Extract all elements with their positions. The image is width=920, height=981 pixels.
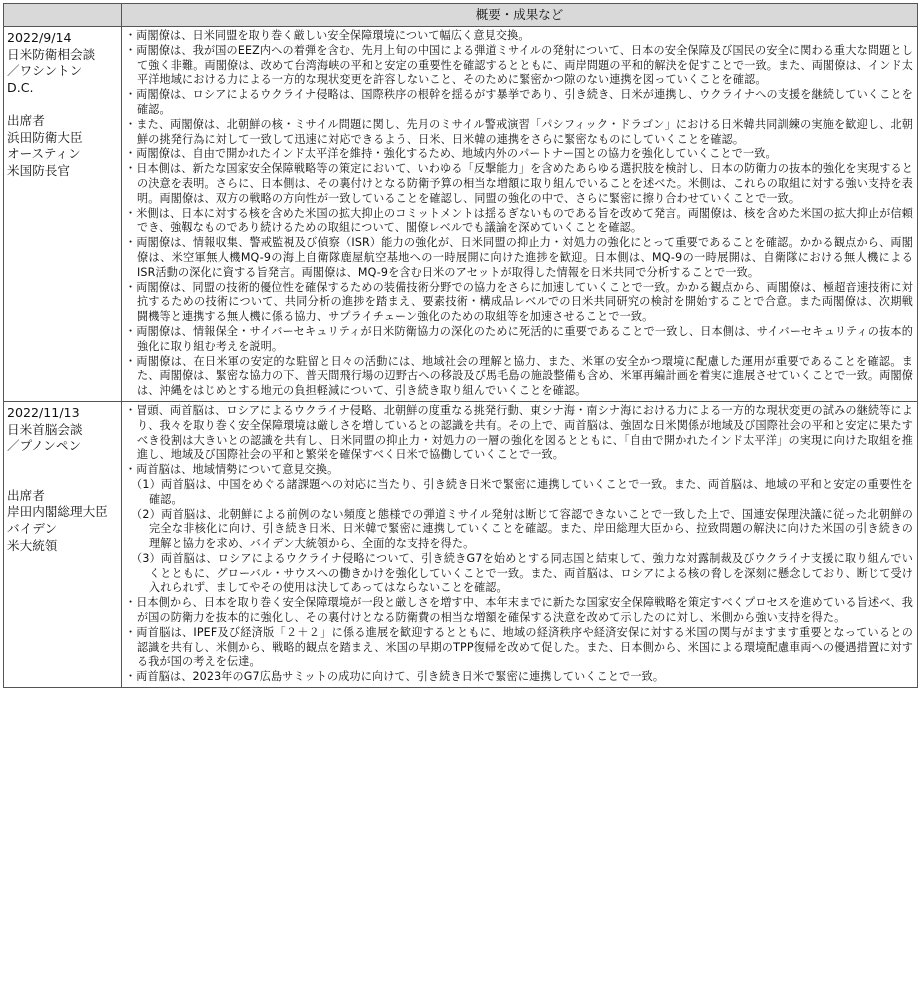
summary-item: ・米側は、日本に対する核を含めた米国の拡大抑止のコミットメントは揺るぎないものである旨を改めて発言。両閣僚は、核を含めた米国の拡大抑止が信頼でき、強靱なものであり続けるための取組について、閣僚レベルでも議論を深めていくことを確認。	[125, 206, 913, 235]
summary-cell	[122, 27, 918, 402]
summary-item: ・両閣僚は、同盟の技術的優位性を確保するための装備技術分野での協力をさらに加速していくことで一致。かかる観点から、両閣僚は、極超音速技術に対抗するための技術について、共同分析の進捗を踏まえ、要素技術・構成品レベルでの日米共同研究の検討を開始することで合意。また両閣僚は、次期戦闘機等と連携する無人機に係る協力、サプライチェーン強化のための取組等を加速させることで一致。	[125, 280, 913, 324]
header-empty-cell	[4, 4, 122, 27]
meeting-info-cell	[4, 27, 122, 402]
summary-subitem: （1）両首脳は、中国をめぐる諸課題への対応に当たり、引き続き日米で緊密に連携していくことで一致。また、両首脳は、地域の平和と安定の重要性を確認。	[131, 477, 913, 506]
summary-item: ・両首脳は、地域情勢について意見交換。	[125, 463, 339, 477]
meeting-place-line2: D.C.	[7, 79, 34, 95]
summary-item: ・両閣僚は、在日米軍の安定的な駐留と日々の活動には、地域社会の理解と協力、また、米軍の安全かつ環境に配慮した運用が重要であることを確認。また、両閣僚は、緊密な協力の下、普天間飛行場の辺野古への移設及び馬毛島の施設整備も含め、米軍再編計画を着実に進展させていくことで一致。両閣僚は、沖縄をはじめとする地元の負担軽減について、引き続き取り組んでいくことを確認。	[125, 354, 913, 398]
meeting-place: ／ワシントン	[7, 63, 83, 79]
summary-item: ・両閣僚は、我が国のEEZ内への着弾を含む、先月上旬の中国による弾道ミサイルの発射について、日本の安全保障及び国民の安全に関わる重大な問題として強く非難。両閣僚は、改めて台湾海峡の平和と安定の重要性を確認するとともに、両岸問題の平和的解決を促すことで一致。また、両閣僚は、インド太平洋地域における力による一方的な現状変更を許容しないこと、そのために緊密かつ隙のない連携を図っていくことを確認。	[125, 43, 913, 87]
table-row	[4, 27, 918, 402]
meeting-info-cell	[4, 401, 122, 687]
summary-item: ・冒頭、両首脳は、ロシアによるウクライナ侵略、北朝鮮の度重なる挑発行動、東シナ海・南シナ海における力による一方的な現状変更の試みの継続等により、我々を取り巻く安全保障環境は厳しさを増しているとの認識を共有。その上で、両首脳は、強固な日米関係が地域及び国際社会の平和と安定に果たすべき役割は大きいとの認識を共有し、日米同盟の抑止力・対処力の一層の強化を図るとともに、「自由で開かれたインド太平洋」の実現に向けた取組を推進し、地域及び国際社会の平和と繁栄を確保すべく日米で協働していくことで一致。	[125, 403, 913, 462]
meeting-date: 2022/11/13	[7, 404, 80, 420]
header-summary: 概要・成果など	[122, 4, 918, 27]
summary-subitem: （2）両首脳は、北朝鮮による前例のない頻度と態様での弾道ミサイル発射は断じて容認できないことで一致した上で、国連安保理決議に従った北朝鮮の完全な非核化に向け、引き続き日米、日米韓で緊密に連携していくことを確認。また、岸田総理大臣から、拉致問題の解決に向けた米国の引き続きの理解と協力を求め、バイデン大統領から、全面的な支持を得た。	[131, 507, 913, 551]
table-row	[4, 401, 918, 687]
meeting-place: ／プノンペン	[7, 438, 82, 454]
summary-item: ・両閣僚は、自由で開かれたインド太平洋を維持・強化するため、地域内外のパートナー国との協力を強化していくことで一致。	[125, 147, 777, 161]
summary-item: ・両閣僚は、日米同盟を取り巻く厳しい安全保障環境について幅広く意見交換。	[125, 29, 530, 42]
summary-item: ・日本側から、日本を取り巻く安全保障環境が一段と厳しさを増す中、本年末までに新たな国家安全保障戦略を策定すべくプロセスを進めている旨述べ、我が国の防衛力を抜本的に強化し、その裏付けとなる防衛費の相当な増額を確保する決意を改めて示したのに対し、米側から強い支持を得た。	[125, 596, 913, 625]
summary-item: ・両閣僚は、情報保全・サイバーセキュリティが日米防衛協力の深化のために死活的に重要であることで一致し、日本側は、サイバーセキュリティの抜本的強化に取り組む考えを説明。	[125, 324, 913, 353]
summary-item: ・日本側は、新たな国家安全保障戦略等の策定において、いわゆる「反撃能力」を含めたあらゆる選択肢を検討し、日本の防衛力の抜本的強化を実現するとの決意を表明。さらに、日本側は、その裏付けとなる防衛予算の相当な増額に取り組んでいることを述べた。米側は、これらの取組に対する強い支持を表明。両閣僚は、双方の戦略の方向性が一致していることを確認し、同盟の強化の中で、さらに緊密に擦り合わせていくことで一致。	[125, 162, 913, 205]
summary-subitem: （3）両首脳は、ロシアによるウクライナ侵略について、引き続きG7を始めとする同志国と結束して、強力な対露制裁及びウクライナ支援に取り組んでいくとともに、グローバル・サウスへの働きかけを強化していくことで一致。また、両首脳は、ロシアによる核の脅しを深刻に懸念しており、断じて受け入れられず、ましてやその使用は決してあってはならないことを確認。	[131, 551, 913, 595]
attendees-label: 出席者	[7, 112, 45, 128]
summary-item: ・両閣僚は、ロシアによるウクライナ侵略は、国際秩序の根幹を揺るがす暴挙であり、引き続き、日米が連携し、ウクライナへの支援を継続していくことを確認。	[125, 88, 913, 116]
attendee: バイデン	[7, 521, 58, 537]
summary-item: ・両閣僚は、情報収集、警戒監視及び偵察（ISR）能力の強化が、日米同盟の抑止力・対処力の強化にとって重要であることを確認。かかる観点から、両閣僚は、米空軍無人機MQ-9の海上自衛隊鹿屋航空基地への一時展開に向けた進捗を歓迎。日本側は、MQ-9の一時展開は、自衛隊における無人機によるISR活動の深化に資する旨発言。両閣僚は、MQ-9を含む日米のアセットが取得した情報を日米共同で分析することで一致。	[125, 236, 913, 279]
summary-item: ・両首脳は、IPEF及び経済版「２＋２」に係る進展を歓迎するとともに、地域の経済秩序や経済安保に対する米国の関与がますます重要となっているとの認識を共有し、米側から、戦略的観点を踏まえ、米国の早期のTPP復帰を改めて促した。また、日本側から、米国による環境配慮車両への優遇措置に対する我が国の考えを伝達。	[125, 625, 913, 669]
meeting-date: 2022/9/14	[7, 30, 72, 45]
attendee: 浜田防衛大臣	[7, 129, 83, 145]
attendee: 米大統領	[7, 537, 58, 553]
header-row	[4, 4, 918, 27]
attendee: オースティン	[7, 146, 81, 162]
summary-item: ・また、両閣僚は、北朝鮮の核・ミサイル問題に関し、先月のミサイル警戒演習「パシフィック・ドラゴン」における日米韓共同訓練の実施を歓迎し、北朝鮮の挑発行為に対して一致して迅速に対応できるよう、日米、日米韓の連携をさらに緊密なものにしていくことを確認。	[125, 117, 913, 146]
attendees-label: 出席者	[7, 487, 45, 503]
summary-cell	[122, 401, 918, 687]
attendee: 岸田内閣総理大臣	[7, 504, 108, 520]
meeting-title: 日米首脳会談	[7, 421, 83, 437]
meetings-table	[3, 3, 918, 688]
meeting-title: 日米防衛相会談	[7, 46, 96, 62]
attendee: 米国防長官	[7, 162, 70, 178]
summary-item: ・両首脳は、2023年のG7広島サミットの成功に向けて、引き続き日米で緊密に連携していくことで一致。	[125, 670, 665, 684]
